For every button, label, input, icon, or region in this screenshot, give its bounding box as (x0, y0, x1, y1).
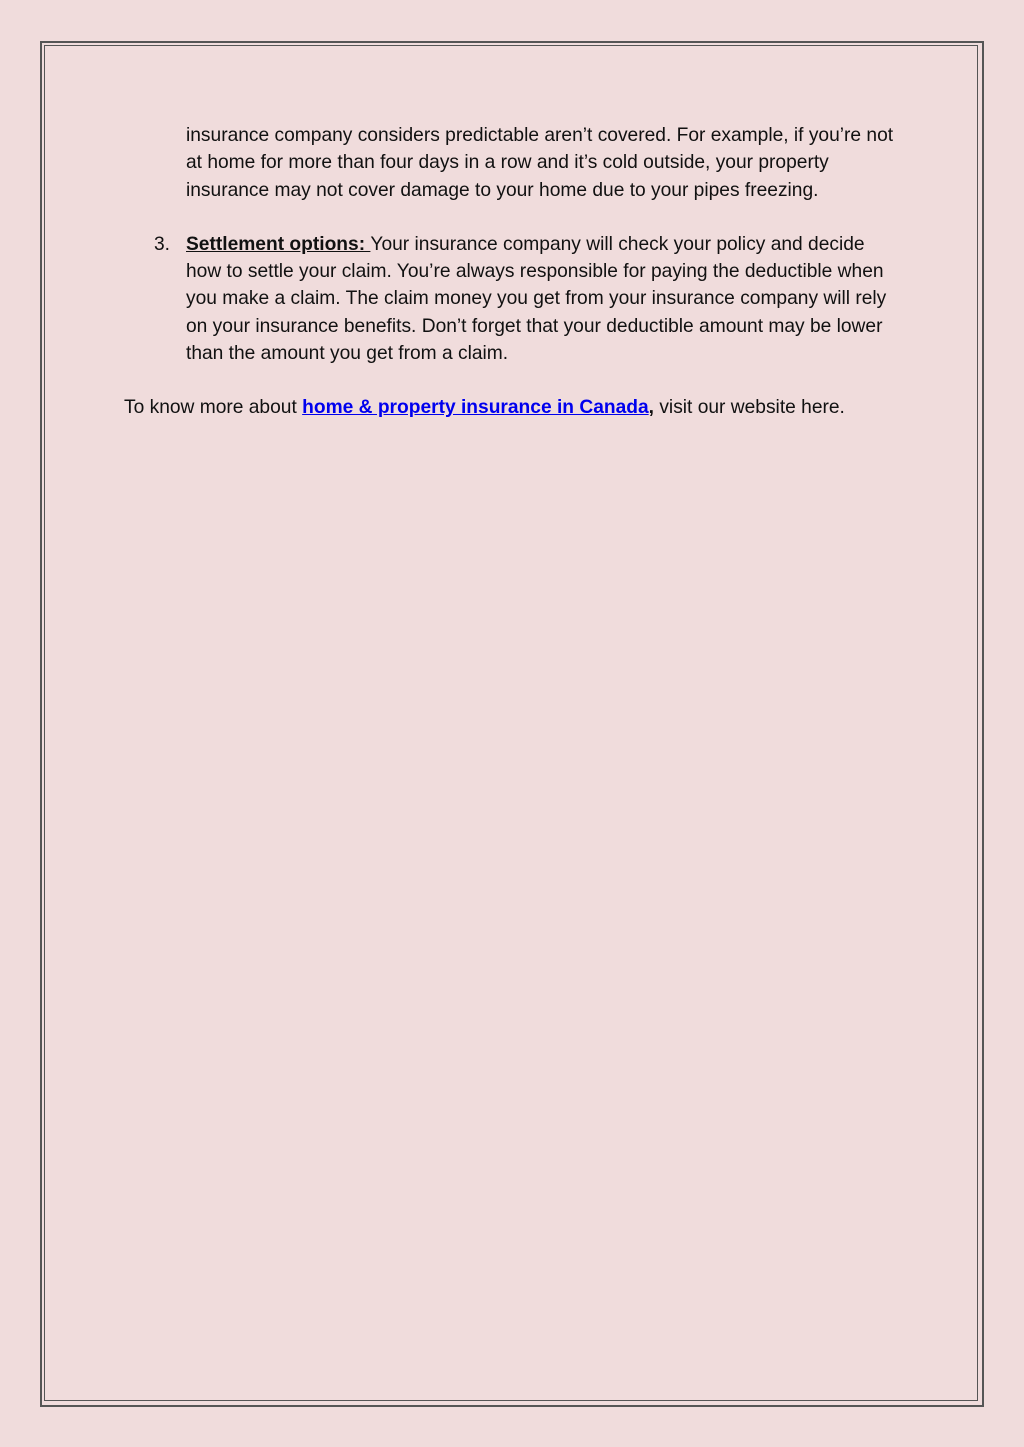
document-body (124, 122, 904, 422)
closing-comma: , (648, 397, 654, 419)
list-item-3 (124, 231, 904, 367)
closing-suffix: visit our website here. (654, 397, 845, 419)
list-item-3-number: 3. (154, 233, 171, 255)
home-property-insurance-link[interactable]: home & property insurance in Canada (302, 397, 649, 419)
closing-prefix: To know more about (124, 397, 303, 419)
closing-paragraph (124, 394, 904, 421)
settlement-options-heading: Settlement options: (186, 233, 371, 255)
list-item-2-continuation: insurance company considers predictable aren’t covered. For example, if you’re not at home for more than four days in a row and it’s cold outside, your property insurance may not cover damage to your home due to your pipes freezing. (186, 125, 894, 201)
settlement-options-body: Your insurance company will check your policy and decide how to settle your claim. You’re always responsible for paying the deductible when you make a claim. The claim money you get from your insurance company will rely on your insurance benefits. Don’t forget that your deductible amount may be lower than the amount you get from a claim. (186, 233, 887, 365)
